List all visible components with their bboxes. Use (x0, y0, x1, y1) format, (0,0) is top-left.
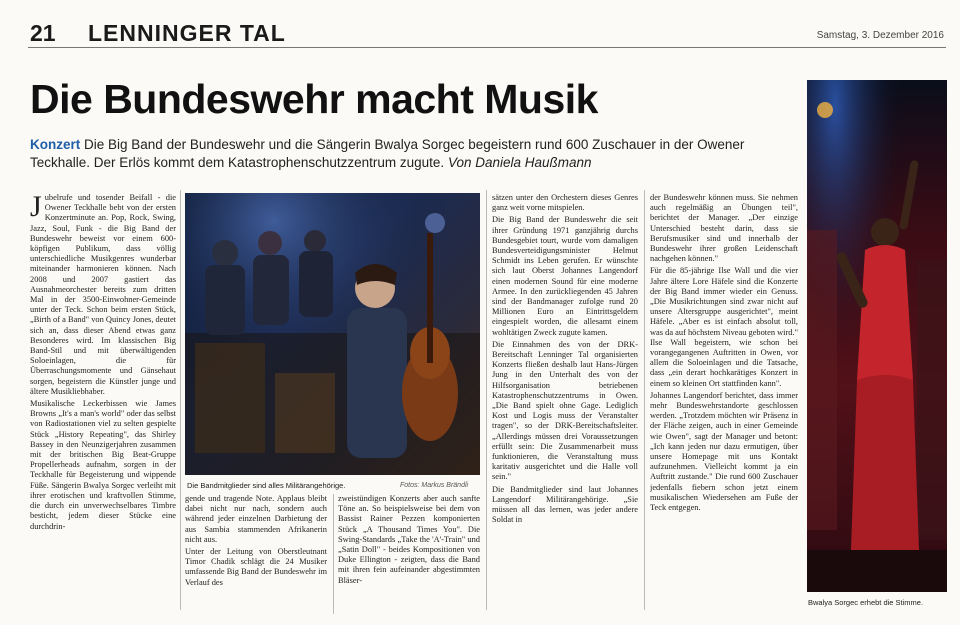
col4-paragraph: Die Bandmitglieder sind laut Johannes Langendorf Militärangehörige. „Sie müssen all das lernen, was jeder andere Soldat in (492, 484, 638, 525)
header-divider (28, 47, 946, 48)
article-column-5 (650, 193, 798, 613)
column-divider (180, 190, 181, 610)
col2-paragraph: Unter der Leitung von Oberstleutnant Timor Chadik schlägt die 24 Musiker umfassende Big Band der Bundeswehr im Verlauf des (185, 547, 327, 587)
col5-paragraph: Für die 85-jährige Ilse Wall und die vier Jahre ältere Lore Häfele sind die Konzerte der Big Band immer wieder ein Genuss. „Die Musikrichtungen sind zwar nicht auf unsere Altersgruppe ausgerichtet", meint Häfele. „Aber es ist einfach absolut toll, was da auf höchstem Niveau geboten wird." Ilse Wall begeistern, wie schon bei vorangegangenen Auftritten in Owen, vor allem die Soloeinlagen und die Tatsache, dass „ein derart hochkarätiges Konzert in einem so kleinen Ort stattfinden kann". (650, 266, 798, 388)
band-photo-caption: Die Bandmitglieder sind alles Militärangehörige. (187, 481, 346, 490)
band-photo-image (185, 193, 480, 475)
col2-paragraph: gende und tragende Note. Applaus bleibt dabei nicht nur nach, sondern auch während jeder einzelnen Darbietung der aus Sambia stammenden Afrikanerin nicht aus. (185, 494, 327, 544)
col5-paragraph: der Bundeswehr können muss. Sie nehmen auch regelmäßig an Übungen teil", berichtet der Manager. „Der einzige Unterschied besteht darin, dass sie Berufsmusiker sind und innerhalb der Bundeswehr ihrer großen Leidenschaft nachgehen können." (650, 193, 798, 264)
column-divider (644, 190, 645, 610)
article-column-3 (338, 494, 480, 614)
col4-paragraph: Die Einnahmen des von der DRK-Bereitschaft Lenninger Tal organisierten Konzerts fließen deshalb laut Hans-Jürgen Jung in den Unterhalt des von der Hilfsorganisation betriebenen Katastrophenschutzzentrums in Owen. „Die Band spielt ohne Gage. Lediglich Kost und Logis muss der Veranstalter tragen", so der DRK-Bereitschaftsleiter. „Allerdings müssen drei Voraussetzungen erfüllt sein: Die Zusammenarbeit muss funktionieren, die Veranstaltung muss karitativ ausgerichtet und die Halle voll sein." (492, 339, 638, 482)
column-divider (333, 494, 334, 614)
drop-cap: J (30, 193, 42, 223)
article-column-2 (185, 494, 327, 614)
article-headline: Die Bundeswehr macht Musik (30, 76, 598, 122)
teaser-author: Von Daniela Haußmann (447, 155, 592, 170)
col4-paragraph: sätzen unter den Orchestern dieses Genres ganz weit vorne mitspielen. (492, 193, 638, 213)
publication-date: Samstag, 3. Dezember 2016 (816, 30, 944, 41)
article-column-1 (30, 193, 176, 613)
teaser-kicker: Konzert (30, 137, 81, 152)
band-photo (185, 193, 480, 475)
column-divider (486, 190, 487, 610)
col4-paragraph: Die Big Band der Bundeswehr die seit ihrer Gründung 1971 ganzjährig durchs Bundesgebiet tourt, wurde vom damaligen Bundesverteidigungsminister Helmut Schmidt ins Leben gerufen. Er wünschte sich laut Oberst Johannes Langendorf einen modernen Sound für eine moderne Armee. In den zurückliegenden 45 Jahren sind der Bandmanager zufolge rund 20 Millionen Euro an Eintrittsgeldern eingespielt worden, die allesamt einem wohltätigen Zweck zugute kamen. (492, 215, 638, 337)
teaser-text: Die Big Band der Bundeswehr und die Sängerin Bwalya Sorgec begeistern rund 600 Zuschauer in der Owener Teckhalle. Der Erlös kommt dem Katastrophenschutzzentrum zugute. (30, 137, 745, 170)
article-teaser (30, 136, 790, 172)
col1-paragraph: Musikalische Leckerbissen wie James Browns „It's a man's world" oder das selbst von Radiostationen viel zu selten gespielte Stück „History Repeating", das Shirley Bassey in den Neunzigerjahren zusammen mit der britischen Big Beat-Gruppe Propellerheads aufnahm, sorgen in der Teckhalle für Begeisterung und wippende Füße. Sängerin Bwalya Sorgec verleiht mit ihrer erotischen und kraftvollen Stimme, die durch ein unverwechselbares Timbre besticht, jedem dieser Stücke eine durchdrin- (30, 399, 176, 531)
col1-paragraph: Jubelrufe und tosender Beifall - die Owener Teckhalle bebt von der ersten Konzertminute an. Pop, Rock, Swing, Jazz, Soul, Funk - die Big Band der Bundeswehr beweist vor einem 600-köpfigen Publikum, dass völlig unterschiedliche Musikgenres wunderbar miteinander harmonieren können. Nach 2008 und 2007 gastiert das Ausnahmeorchester bereits zum dritten Mal in der 3500-Einwohner-Gemeinde unter der Teck. Schon beim ersten Stück, „Birth of a Band" von Quincy Jones, deutet sich an, dass dieser Abend etwas ganz Besonderes wird. Im klassischen Big Band-Stil und mit überwältigenden Soloeinlagen, die für Überraschungsmomente und Gänsehaut sorgen, begeistern die Künstler junge und ältere Musikliebhaber. (30, 193, 176, 396)
singer-photo-image (807, 80, 947, 592)
singer-photo (807, 80, 947, 592)
singer-photo-caption: Bwalya Sorgec erhebt die Stimme. (808, 598, 924, 607)
article-column-4 (492, 193, 638, 613)
photo-credit: Fotos: Markus Brändli (400, 482, 469, 489)
col5-paragraph: Johannes Langendorf berichtet, dass immer mehr Bundeswehrstandorte geschlossen werden. „Trotzdem möchten wir Präsenz in der Fläche zeigen, auch in einer Gemeinde wie Owen", sagt der Manager und betont: „Ich kann jeden nur dazu ermutigen, über unsere Homepage mit uns Kontakt aufzunehmen. Vielleicht kommt ja ein Auftritt zustande." Die rund 600 Zuschauer jedenfalls fiebern schon jetzt einem musikalischen Wiedersehen am Fuße der Teck entgegen. (650, 390, 798, 513)
section-title: LENNINGER TAL (88, 20, 286, 46)
page-number: 21 (30, 20, 56, 46)
col3-paragraph: zweistündigen Konzerts aber auch sanfte Töne an. So beispielsweise bei dem von Bassist Rainer Pezzen komponierten Stück „A Thousand Times You". Die Swing-Standards „Take the 'A'-Train" und „Satin Doll" - beides Kompositionen von Duke Ellington - zeigten, dass die Band mit ihren fein aufeinander abgestimmten Bläser- (338, 494, 480, 585)
